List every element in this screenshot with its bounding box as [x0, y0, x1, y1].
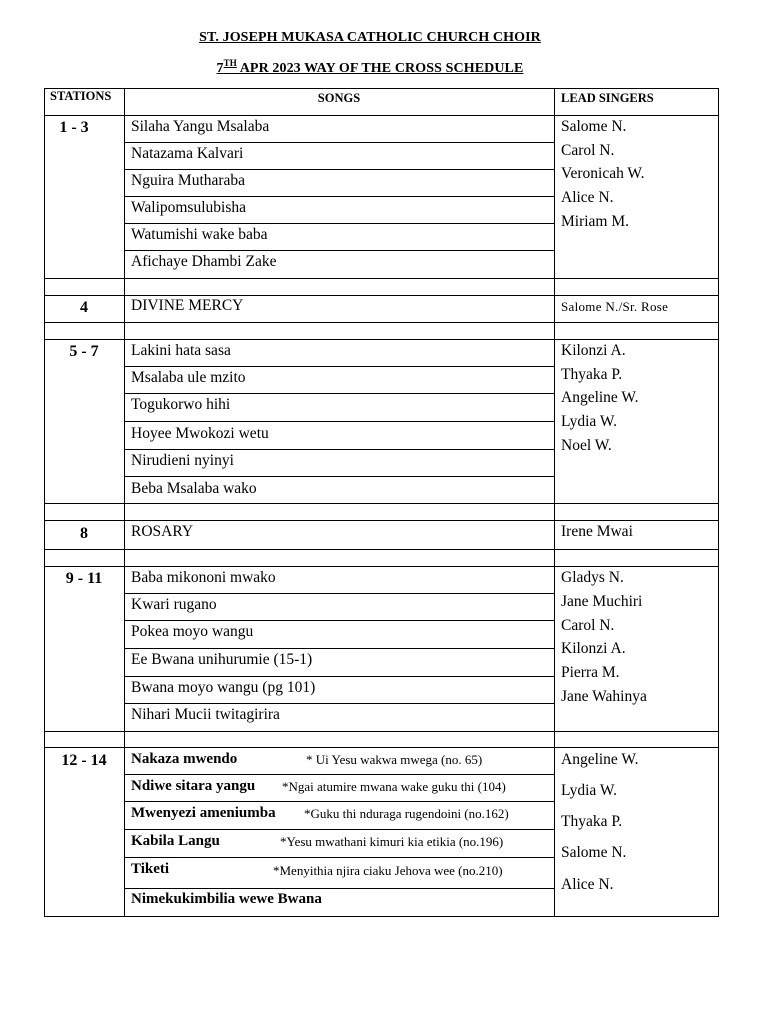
station-number: 1 - 3 — [59, 119, 89, 136]
group-line — [44, 278, 719, 279]
lead-singer: Alice N. — [561, 189, 614, 206]
subtitle-day: 7 — [216, 61, 224, 76]
table-border-bottom — [44, 916, 719, 917]
table-border-top — [44, 88, 719, 89]
lead-singer: Gladys N. — [561, 569, 624, 586]
song-title: Pokea moyo wangu — [131, 623, 254, 640]
row-line — [124, 393, 554, 394]
row-line — [124, 620, 554, 621]
song-title: Nihari Mucii twitagirira — [131, 706, 280, 723]
song-title: Togukorwo hihi — [131, 396, 231, 413]
lead-singer: Angeline W. — [561, 751, 639, 768]
row-line — [124, 703, 554, 704]
alt-song-title: * Ui Yesu wakwa mwega (no. 65) — [306, 752, 483, 767]
row-line — [124, 449, 554, 450]
song-title: Watumishi wake baba — [131, 226, 268, 243]
lead-singer: Salome N. — [561, 844, 627, 861]
lead-singer: Irene Mwai — [561, 523, 633, 540]
row-line — [124, 888, 554, 889]
station-number: 5 - 7 — [69, 343, 99, 360]
alt-song-title: *Menyithia njira ciaku Jehova wee (no.210) — [273, 863, 503, 878]
row-line — [124, 676, 554, 677]
song-title: Bwana moyo wangu (pg 101) — [131, 679, 316, 696]
station-number: 4 — [80, 299, 88, 316]
lead-singer: Salome N. — [561, 118, 627, 135]
lead-singer: Thyaka P. — [561, 366, 623, 383]
song-title: Lakini hata sasa — [131, 342, 231, 359]
song-title: Kabila Langu — [131, 833, 220, 849]
row-line — [124, 648, 554, 649]
lead-singer: Pierra M. — [561, 664, 620, 681]
header-bottom-line — [44, 115, 719, 116]
row-line — [124, 593, 554, 594]
station-number: 8 — [80, 525, 88, 542]
group-line — [44, 295, 719, 296]
row-line — [124, 829, 554, 830]
row-line — [124, 196, 554, 197]
group-line — [44, 322, 719, 323]
row-line — [124, 774, 554, 775]
document-title: ST. JOSEPH MUKASA CATHOLIC CHURCH CHOIR — [199, 30, 541, 45]
header-lead-singers: LEAD SINGERS — [561, 91, 654, 105]
song-title: Walipomsulubisha — [131, 199, 246, 216]
alt-song-title: *Ngai atumire mwana wake guku thi (104) — [282, 779, 506, 794]
song-title: Ee Bwana unihurumie (15-1) — [131, 651, 313, 668]
song-title: Ndiwe sitara yangu — [131, 778, 256, 794]
song-title: Tiketi — [131, 861, 170, 877]
group-line — [44, 520, 719, 521]
lead-singer: Kilonzi A. — [561, 640, 626, 657]
lead-singer: Jane Muchiri — [561, 593, 643, 610]
song-title: Baba mikononi mwako — [131, 569, 276, 586]
lead-singer: Jane Wahinya — [561, 688, 647, 705]
song-title: ROSARY — [131, 523, 194, 540]
song-title: Msalaba ule mzito — [131, 369, 246, 386]
row-line — [124, 857, 554, 858]
lead-singer: Kilonzi A. — [561, 342, 626, 359]
header-stations: STATIONS — [50, 89, 112, 103]
group-line — [44, 549, 719, 550]
row-line — [124, 366, 554, 367]
lead-singer: Noel W. — [561, 437, 612, 454]
song-title: Beba Msalaba wako — [131, 480, 257, 497]
song-title: Nguira Mutharaba — [131, 172, 246, 189]
lead-singer: Thyaka P. — [561, 813, 623, 830]
alt-song-title: *Yesu mwathani kimuri kia etikia (no.196) — [280, 834, 504, 849]
lead-singer: Salome N./Sr. Rose — [561, 299, 669, 314]
group-line — [44, 731, 719, 732]
subtitle-day-suffix: TH — [223, 58, 237, 68]
group-line — [44, 503, 719, 504]
lead-singer: Angeline W. — [561, 389, 639, 406]
row-line — [124, 476, 554, 477]
row-line — [124, 169, 554, 170]
group-line — [44, 339, 719, 340]
song-title: Mwenyezi ameniumba — [131, 805, 276, 821]
lead-singer: Lydia W. — [561, 782, 617, 799]
station-number: 9 - 11 — [65, 570, 103, 587]
song-title: Nimekukimbilia wewe Bwana — [131, 891, 322, 907]
song-title: Silaha Yangu Msalaba — [131, 118, 270, 135]
lead-singer: Carol N. — [561, 142, 615, 159]
row-line — [124, 223, 554, 224]
lead-singer: Alice N. — [561, 876, 614, 893]
document-subtitle — [0, 58, 740, 77]
song-title: Afichaye Dhambi Zake — [131, 253, 277, 270]
song-title: Hoyee Mwokozi wetu — [131, 425, 269, 442]
song-title: Nirudieni nyinyi — [131, 452, 234, 469]
row-line — [124, 142, 554, 143]
header-songs: SONGS — [317, 91, 361, 105]
lead-singer: Miriam M. — [561, 213, 630, 230]
song-title: Kwari rugano — [131, 596, 217, 613]
lead-singer: Lydia W. — [561, 413, 617, 430]
group-line — [44, 566, 719, 567]
group-line — [44, 747, 719, 748]
song-title: DIVINE MERCY — [131, 297, 244, 314]
row-line — [124, 250, 554, 251]
row-line — [124, 801, 554, 802]
lead-singer: Carol N. — [561, 617, 615, 634]
alt-song-title: *Guku thi nduraga rugendoini (no.162) — [304, 806, 509, 821]
song-title: Nakaza mwendo — [131, 751, 238, 767]
row-line — [124, 421, 554, 422]
subtitle-rest: APR 2023 WAY OF THE CROSS SCHEDULE — [236, 61, 524, 76]
station-number: 12 - 14 — [61, 752, 107, 769]
lead-singer: Veronicah W. — [561, 165, 645, 182]
song-title: Natazama Kalvari — [131, 145, 244, 162]
